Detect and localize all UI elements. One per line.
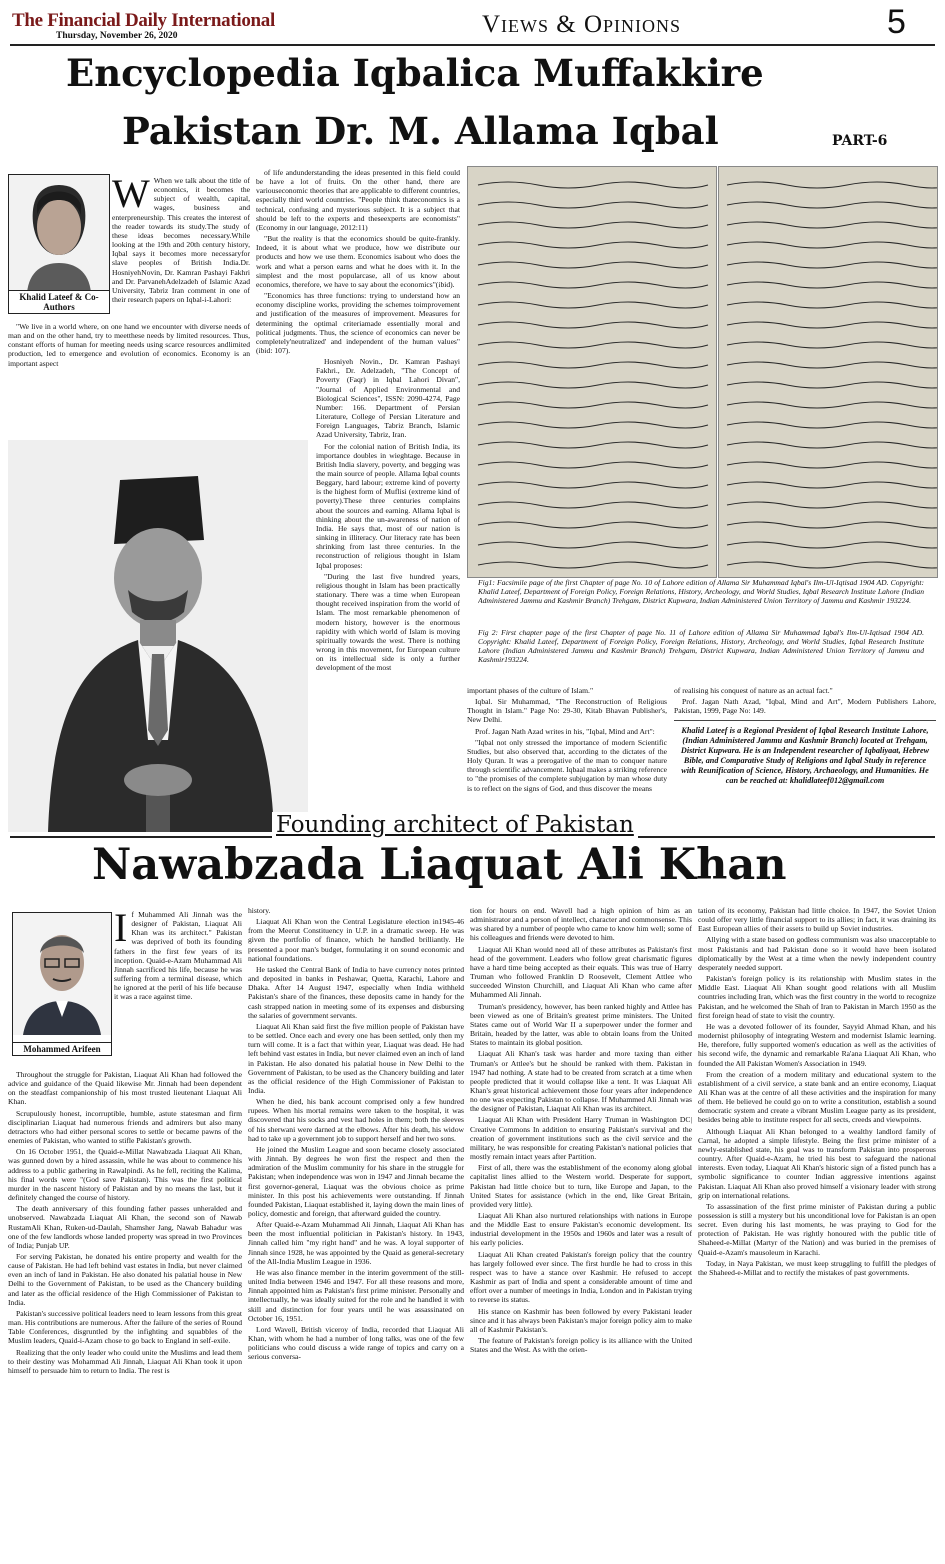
article2-paragraph: Realizing that the only leader who could unite the Muslims and lead them to their destiny was Mohammad Ali Jinnah, Liaquat Ali Khan took it upon himself to persuade him to return to India. The rest is	[8, 1347, 242, 1375]
article1-paragraph: Prof. Jagan Nath Azad writes in his, "Iqbal, Mind and Art":	[475, 726, 655, 736]
article1-part-label: PART-6	[832, 133, 888, 149]
article2-kicker: Founding architect of Pakistan	[272, 812, 638, 838]
article2-paragraph: Allying with a state based on godless communism was also unacceptable to most Pakistanis and had Pakistan done so it would have been isolated diplomatically by the West at a time when the newly independent country desperately needed support.	[698, 935, 936, 972]
article1-paragraph: Hosniyeh Novin., Dr. Kamran Pashayi Fakhri., Dr. Adelzadeh, "The Concept of Poverty (Faqr) in Iqbal Lahori Divan", "Journal of Applied Environmental and Biological Sciences", ISSN: 2090-4274, Page Number: 166. Department of Persian Literature, College of Persian Literature and Foreign Languages, Tabriz Branch, Islamic Azad University, Tabriz, Iran.	[316, 357, 460, 440]
article1-headline-line2: Pakistan Dr. M. Allama Iqbal	[122, 109, 719, 153]
drop-cap: W	[112, 176, 150, 216]
article2-paragraph: Truman's presidency, however, has been ranked highly and Attlee has been viewed as one of Britain's greatest prime ministers. The United States came out of World War II a superpower under the former and Britain, headed by the latter, was able to obtain loans from the United States to maintain its global position.	[470, 1001, 692, 1048]
article1-paragraph: "Economics has three functions: trying to understand how an economy discipline works, providing the schemes toimprovement and justification of the measures of improvement. Measures for determining the optimal criteriamade essentially moral and political judgments. Thus, the science of economics can never be completely'neutralized' and independent of the human values" (ibid: 107).	[256, 291, 460, 355]
article1-col1-top	[112, 176, 250, 320]
article1-paragraph: important phases of the culture of Islam."	[467, 686, 594, 695]
article2-paragraph: f Muhammed Ali Jinnah was the designer of Pakistan, Liaquat Ali Khan was its architect." Pakistan was deprived of both its founding fathers in the first few years of its inception. Quaid-e-Azam Muhammad Ali Jinnah sacrificed his life, because he was suffering from a terminal disease, which he ignored at the peril of his life because it was a race against time.	[114, 910, 242, 1002]
article2-paragraph: Liaquat Ali Khan said first the five million people of Pakistan have to be settled. Once each and every one has been settled, only then my turn will come. It is a fact that within year, Liaquat was dead. He had left behind vast estates in India, but never claimed even an inch of land in Pakistan. He also donated his palatial house in New Delhi to the Government of Pakistan, to be used as the Chancery building and later as the official residence of the High Commissioner of Pakistan to India.	[248, 1021, 464, 1095]
article2-paragraph: He was a devoted follower of its founder, Sayyid Ahmad Khan, and his modernist philosophy of integrating Western and modernist Islamic learning. He, therefore, fully supported women's education as well as the activities of his second wife, the dynamic and remarkable Ra'ana Liaquat Ali Khan, who founded the All Pakistan Women's Association in 1949.	[698, 1021, 936, 1068]
masthead-rule	[10, 44, 935, 46]
article2-col1	[8, 1070, 242, 1560]
article2-paragraph: Pakistan's successive political leaders need to learn lessons from this great man. His contributions are numerous. After the failure of the series of Round Table Conferences, disgruntled by the infighting and squabbles of the Muslim leaders, Quaid-i-Azam chose to go back to England in self-exile.	[8, 1308, 242, 1346]
article2-paragraph: He was also finance member in the interim government of the still-united India between 1946 and 1947. For all these reasons and more, Jinnah appointed him as Pakistan's first prime minister. Personally and intellectually, he was ideally suited for the role and he handled it with skill and distinction for four years until he was assassinated on October 16, 1951.	[248, 1267, 464, 1323]
article2-paragraph: From the creation of a modern military and educational system to the establishment of a civil service, a state bank and an entire economy, Liaquat Ali Khan was at the centre of all these activities and the inspiration for many of them. He believed he could go on to write a constitution, establish a sound democratic system and create a vibrant Muslim League party as its president, besides being able to institute respect for all sects, creeds and viewpoints.	[698, 1069, 936, 1125]
bio-divider	[674, 720, 936, 721]
article2-paragraph: First of all, there was the establishment of the economy along global capitalist lines allied to the Western world. Desperate for support, Pakistan had little choice but to turn, like Europe and Japan, to the United States for assistance (which in the end, like Great Britain, provided very little).	[470, 1163, 692, 1209]
article2-col2	[248, 906, 464, 1560]
article2-paragraph: To assassination of the first prime minister of Pakistan during a public possession is still a mystery but his unconditional love for Pakistan is an open secret. Even during his last moments, he was praying to God for the protection of Pakistan. He was rightly honoured with the public title of Shaheed-e-Millat (Martyr of the Nation) and was buried in the premises of Quaid-e-Azam's mausoleum in Karachi.	[698, 1201, 936, 1257]
article2-paragraph: Today, in Naya Pakistan, we must keep struggling to fulfill the pledges of the Shaheed-e-Millat and to rectify the mistakes of past governments.	[698, 1258, 936, 1277]
newspaper-name: The Financial Daily International	[12, 10, 275, 31]
article2-paragraph: Liaquat Ali Khan won the Central Legislature election in1945-46 from the Meerut Constituency in U.P. in a dramatic sweep. He was given the portfolio of finance, which he handled brilliantly. He presented a poor man's budget, formulating it on sound economic and national foundations.	[248, 917, 464, 963]
author-bio: Khalid Lateef is a Regional President of Iqbal Research Institute Lahore, (Indian Administered Jammu and Kashmir Branch) located at Trehgam, District Kupwara. He is an Independent researcher of Iqbaliyaat, Hebrew Bible, and Comparative Study of Religions and Iqbal Study in reference with Reunification of Science, History, Archaeology, and Humanities. He can be reached at: khalidlateef012@gmail.com	[680, 726, 930, 785]
article2-paragraph: After Quaid-e-Azam Muhammad Ali Jinnah, Liaquat Ali Khan has been the most influential politician in Pakistan's history. In 1943, Jinnah called him "my right hand" and he was. A loyal supporter of Jinnah since 1928, he was appointed by the Quaid as general-secretary of the All-India Muslim League in 1936.	[248, 1220, 464, 1266]
article1-col4	[674, 686, 936, 720]
urdu-script-icon	[468, 167, 716, 577]
article2-paragraph: Liaquat Ali Khan with President Harry Truman in Washington DC| Creative Commons In addition to ensuring Pakistan's survival and the creation of government institutions such as the civil service and the military, he was responsible for creating Pakistan's national policies that mostly remain intact years after Partition.	[470, 1115, 692, 1162]
article2-paragraph: Liaquat Ali Khan created Pakistan's foreign policy that the country has largely followed ever since. The first hurdle he had to cross in this respect was to have a stance over Kashmir. He refused to accept Kashmir as part of India and spent a considerable amount of time and effort over a number of meetings in India, London and in Pakistan trying to reverse its status.	[470, 1249, 692, 1305]
author-caption: Khalid Lateef & Co-Authors	[9, 290, 109, 313]
page-number: 5	[887, 3, 906, 41]
article1-paragraph: For the colonial nation of British India, its importance doubles in wieghtage. Because in British India slavery, poverty, and begging was the main source of people. Allama Iqbal counts Beggary, hard labour; extreme kind of poverty is the highest form of Muflisi (extreme kind of poverty).These three centuries complains about the sources and earning. Allama Iqbal is thinking about the un-awareness of nation of India. He says that, most of our nation is sinking in illiteracy. Our literacy rate has been shrinking from last three centuries. In the reconstruction of religious thought in Islam Iqbal proposes:	[316, 441, 460, 570]
article2-paragraph: He joined the Muslim League and soon became closely associated with Jinnah. By degrees he won first the respect and then the admiration of the Muslim community for his share in the struggle for Pakistan; when independence was won in 1947 and Jinnah became the first governor-general, Liaquat was the obvious choice as prime minister. In this post his achievements were outstanding. If Jinnah founded Pakistan, Liaquat established it, laying down the main lines of policy, domestic and foreign, that afterward guided the country.	[248, 1144, 464, 1218]
article1-col3	[467, 686, 667, 832]
author-photo-khalid	[8, 174, 110, 314]
article2-paragraph: His stance on Kashmir has been followed by every Pakistani leader since and it has always been Pakistan's major foreign policy aim to make all of Kashmir Pakistan's.	[470, 1306, 692, 1334]
article2-col3	[470, 906, 692, 1560]
article2-paragraph: Pakistan's foreign policy is its relationship with Muslim states in the Middle East. Liaquat Ali Khan sought good relations with all Muslim countries including Iran, which was the first country in the world to recognize Pakistan, and he welcomed the Shah of Iran to Pakistan in March 1950 as the first foreign head of state to visit the country.	[698, 974, 936, 1020]
manuscript-page-1	[467, 166, 717, 578]
article2-paragraph: Liaquat Ali Khan's task was harder and more taxing than either Truman's or Attlee's but he should be ranked with them. Pakistan in 1947 had nothing. A state had to be created from scratch at a time when people predicted that it would collapse like a tent. It was Liaquat Ali Khan's great historical achievement those four years after independence no one was expecting Pakistan to collapse. If Muhammed Ali Jinnah was the designer of Pakistan, Liaquat Ali Khan was its architect.	[470, 1049, 692, 1114]
article1-paragraph: of life andunderstanding the ideas presented in this field could be have a lot of fruits. On the other hand, there are variouseconomic theories that are applicable to different countries, especially third world countries. "People think thateconomics is a technical, confusing and mysterious subject. It is a subject that should be left to the experts and theseexperts are economists"(Economy in our language, 2012:11)	[256, 168, 460, 232]
article2-paragraph: Although Liaquat Ali Khan belonged to a wealthy landlord family of Carnal, he adopted a simple lifestyle. Being the first prime minister of a newly-established state, his goal was to transform Pakistan into prosperous country. After Quaid-e-Azam, he tried his best to safeguard the national interests. Even today, Liaquat Ali Khan's historic sign of a fisted punch has a symbolic significance to counter Indian aggressive intentions against Pakistan. Liaquat Ali Khan also proved himself a visionary leader with strong grip on international relations.	[698, 1126, 936, 1200]
author-caption: Mohammed Arifeen	[13, 1042, 111, 1055]
article1-paragraph: When we talk about the title of economics, it becomes the subject of wealth, capital, wages, business and enterpreneurship. This creates the interest of the reader towards its study.The study of these ideas becomes necessary.While looking at the 19th and 20th century history, Iqbal says it becomes more necessaryfor slave peoples of British India.Dr. HosniyehNovin, Dr. Kamran Pashayi Fakhri and Dr. ParvanehAdelzadeh of Islamic Azad University, Tabriz Iran comment in one of their research papers on Iqbal-i-Lahori:	[112, 176, 250, 305]
article2-intro	[114, 910, 242, 1070]
article2-paragraph: The death anniversary of this founding father passes unheralded and unobserved. Nawabzada Liaquat Ali Khan, the second son of Nawab RustamAli Khan, Ruken-ud-Daulah, Shamsher Jang, Nawab Bahadur was one of the few landlords whose landed property was spread in two Provinces of India; Punjab UP.	[8, 1204, 242, 1250]
drop-cap: I	[114, 910, 128, 950]
article1-paragraph: "During the last five hundred years, religious thought in Islam has been practically stationary. There was a time when European thought received inspiration from the world of Islam. The most remarkable phenomenon of modern history, however is the enormous rapidity with which world of Islam is moving spiritually towards the west. There is nothing wrong in this movement, for European culture on its intellectual side is only a further development of the most	[316, 571, 460, 673]
author-photo-arifeen	[12, 912, 112, 1056]
article2-paragraph: Lord Wavell, British viceroy of India, recorded that Liaquat Ali Khan, with whom he had a number of long talks, was one of the few politicians who could discuss a wide range of topics and carry on a serious conversa-	[248, 1324, 464, 1362]
article2-paragraph: For serving Pakistan, he donated his entire property and wealth for the cause of Pakistan. He had left behind vast estates in India, but never claimed even an inch of land in Pakistan. He also donated his palatial house in New Delhi to the Government of Pakistan, to be used as the Chancery building and later as the official residence of the High Commissioner of Pakistan to India.	[8, 1251, 242, 1307]
section-title: Views & Opinions	[482, 11, 682, 38]
article2-paragraph: tion for hours on end. Wavell had a high opinion of him as an administrator and a person of intellect, character and commonsense. This was shared by a number of people who came to know him well; some of his colleagues and friends were devoted to him.	[470, 906, 692, 943]
article1-paragraph: "Iqbal not only stressed the importance of modern Scientific Studies, but also observed that, according to the dictates of the Holy Quran. It was a prerogative of the man to conquer nature through scientific advancement. Iqbaal makes a striking reference to "the promises of the complete subjugation by man whose duty is to reflect on the signs of God, and thus discover the means	[467, 737, 667, 793]
figure-caption-1: Fig1: Facsimile page of the first Chapter of page No. 10 of Lahore edition of Allama Sir Muhammad Iqbal's Ilm-Ul-Iqtisad 1904 AD. Copyright: Khalid Lateef, Department of Foreign Policy, Foreign Relations, History, Archeology, and World Studies, Iqbal Research Institute Lahore (Indian Administered Jammu and Kashmir Branch) Trehgam, District Kupwara, Indian Administered Union Territory of Jammu and Kashmir 193224.	[478, 578, 924, 606]
article1-paragraph: "We live in a world where, on one hand we encounter with diverse needs of man and on the other hand, try to meetthese needs by limited resources. Thus, constant efforts of human for meeting needs using scarce resources andlimited production, led to emergence and evolution of economics. Economy is an important aspect	[8, 322, 250, 368]
article2-paragraph: When he died, his bank account comprised only a few hundred rupees. When his mortal remains were taken to the hospital, it was discovered that his socks and vest had holes in them; both the sleeves of his sherwani were darned at the elbows. After his death, his widow had to take up a government job to support herself and her two sons.	[248, 1097, 464, 1143]
portrait-icon	[9, 175, 109, 293]
urdu-script-icon	[719, 167, 937, 577]
article2-headline: Nawabzada Liaquat Ali Khan	[92, 840, 787, 890]
article1-paragraph: Prof. Jagan Nath Azad, "Iqbal, Mind and Art", Modern Publishers Lahore, Pakistan, 1999, Page No: 149.	[674, 697, 936, 716]
article2-paragraph: Scrupulously honest, incorruptible, humble, astute statesman and firm disciplinarian Liaquat had numerous friends and admirers but also many detractors who had either personal scores to settle or became pawns of the enemies of Pakistan, who wanted to stifle Pakistan's growth.	[8, 1108, 242, 1146]
article1-paragraph: of realising his conquest of nature as an actual fact."	[674, 686, 833, 695]
iqbal-portrait	[8, 440, 308, 832]
article2-paragraph: Liaquat Ali Khan would need all of these attributes as Pakistan's first head of the government. Leaders who follow great charismatic figures have a hard time being accepted as their equals. This was true of Harry Truman who followed Franklin D Roosevelt, Clement Attlee who succeeded Winston Churchill, and Liaquat Ali Khan who came after Muhammed Ali Jinnah.	[470, 944, 692, 1000]
manuscript-page-2	[718, 166, 938, 578]
issue-date: Thursday, November 26, 2020	[56, 31, 178, 41]
article1-paragraph: Iqbal. Sir Muhammad, "The Reconstruction of Religious Thought in Islam." Page No: 29-30, Kitab Bhavan Publisher's, New Delhi.	[467, 697, 667, 725]
iqbal-portrait-icon	[8, 440, 308, 832]
article2-paragraph: The feature of Pakistan's foreign policy is its alliance with the United States and the West. As with the orien-	[470, 1336, 692, 1355]
article2-paragraph: Liaquat Ali Khan also nurtured relationships with nations in Europe and the Middle East to ensure Pakistan's economic development. Its industrial development in the 1950s and 1960s and later was a result of his early policies.	[470, 1211, 692, 1248]
article1-col1-continued	[8, 322, 250, 434]
article2-paragraph: Throughout the struggle for Pakistan, Liaquat Ali Khan had followed the advice and guidance of the Quaid likewise Mr. Jinnah had been dependent on the steadfast companionship of his most trusted lieutenant Liaquat Ali Khan.	[8, 1070, 242, 1107]
portrait-icon	[13, 913, 111, 1035]
article2-col4	[698, 906, 936, 1560]
article2-paragraph: history.	[248, 906, 271, 915]
article2-paragraph: On 16 October 1951, the Quaid-e-Millat Nawabzada Liaquat Ali Khan, was gunned down by a hired assassin, while he was about to commence his address to a public gathering in Rawalpindi. As he fell, reciting the Kalima, his final words were "(God save Pakistan). This was the first political murder in the nascent history of Pakistan and by no means the last, but it definitely changed the course of history.	[8, 1147, 242, 1203]
article2-paragraph: He tasked the Central Bank of India to have currency notes printed and deposited in banks in Peshawar, Quetta, Karachi, Lahore and Dhaka. After 14 August 1947, especially when India withheld Pakistan's share of the finances, these deposits came in handy for the cash strapped nation in meeting some of its expenses and disbursing the salaries of government servants.	[248, 964, 464, 1020]
article1-headline-line1: Encyclopedia Iqbalica Muffakkire	[66, 51, 764, 95]
article1-paragraph: "But the reality is that the economics should be quite-frankly. Indeed, it is about what we produce, how we distribute our products and how we use them. Economics isabout who does the work and what a person earns and what he does with it. In the simplest and the most popularcase, all of us know about economics, therefore, we have to say about the economics"(ibid).	[256, 234, 460, 289]
figure-caption-2: Fig 2: First chapter page of the first Chapter of page No. 11 of Lahore edition of Allama Sir Muhammad Iqbal's Ilm-Ul-Iqtisad 1904 AD. Copyright: Khalid Lateef, Department of Foreign Policy, Foreign Relations, History, Archeology, and World Studies, Iqbal Research Institute Lahore (Indian Administered Jammu and Kashmir Branch) Trehgam, District Kupwara, Indian Administered Union Territory of Jammu and Kashmir193224.	[478, 628, 924, 665]
article2-paragraph: tation of its economy, Pakistan had little choice. In 1947, the Soviet Union could offer very little financial support to its allies; in fact, it was draining its East European allies of their assets to build up Soviet industries.	[698, 906, 936, 934]
